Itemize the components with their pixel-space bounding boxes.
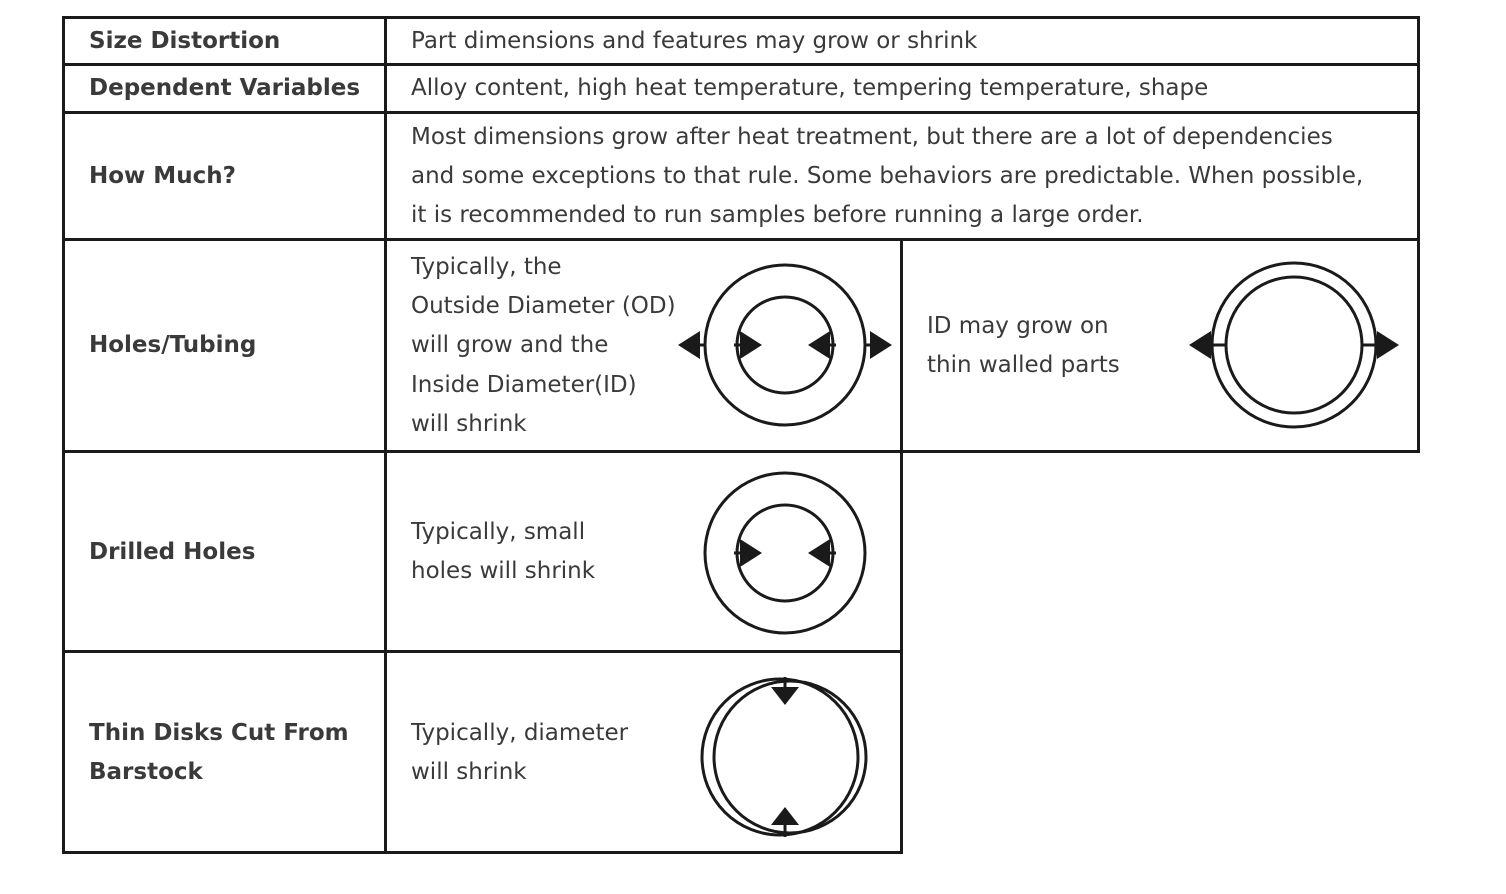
thin-disks-line-1: Typically, diameter <box>411 720 629 746</box>
small-hole-shrink-diagram-icon <box>670 463 900 643</box>
row-label-thin-disks-line-2: Barstock <box>89 759 203 785</box>
table-border-bottom <box>63 851 903 854</box>
row-text-how-much-line-1: Most dimensions grow after heat treatment, but there are a lot of dependencies <box>411 124 1333 150</box>
row-divider-4 <box>63 450 1420 453</box>
holes-tubing-left-line-5: will shrink <box>411 411 527 437</box>
disk-diameter-shrink-diagram-icon <box>670 667 900 847</box>
holes-tubing-left-line-2: Outside Diameter (OD) <box>411 293 676 319</box>
row-label-holes-tubing: Holes/Tubing <box>89 332 257 358</box>
row-text-how-much-line-2: and some exceptions to that rule. Some behaviors are predictable. When possible, <box>411 163 1364 189</box>
drilled-holes-line-1: Typically, small <box>411 519 586 545</box>
table-border-right <box>1417 16 1420 453</box>
row-label-how-much: How Much? <box>89 163 236 189</box>
row-label-thin-disks-line-1: Thin Disks Cut From <box>89 720 349 746</box>
row-text-how-much-line-3: it is recommended to run samples before running a large order. <box>411 202 1144 228</box>
thin-disks-line-2: will shrink <box>411 759 527 785</box>
row-divider-1 <box>63 63 1420 66</box>
row-label-drilled-holes: Drilled Holes <box>89 539 256 565</box>
row-label-size-distortion: Size Distortion <box>89 28 281 54</box>
row-divider-2 <box>63 111 1420 114</box>
thin-wall-id-grow-diagram-icon <box>1179 255 1409 435</box>
content-column-divider <box>900 238 903 854</box>
table-border-top <box>63 16 1420 19</box>
holes-tubing-right-line-1: ID may grow on <box>927 313 1109 339</box>
drilled-holes-line-2: holes will shrink <box>411 558 596 584</box>
row-divider-3 <box>63 238 1420 241</box>
label-column-divider <box>384 16 387 854</box>
table-border-left <box>62 16 65 854</box>
holes-tubing-right-line-2: thin walled parts <box>927 352 1120 378</box>
row-divider-5 <box>63 650 903 653</box>
od-grow-id-shrink-diagram-icon <box>670 255 900 435</box>
holes-tubing-left-line-1: Typically, the <box>411 254 562 280</box>
row-text-size-distortion: Part dimensions and features may grow or shrink <box>411 28 978 54</box>
row-label-dependent-variables: Dependent Variables <box>89 75 361 101</box>
holes-tubing-left-line-3: will grow and the <box>411 332 609 358</box>
holes-tubing-left-line-4: Inside Diameter(ID) <box>411 372 637 398</box>
row-text-dependent-variables: Alloy content, high heat temperature, tempering temperature, shape <box>411 75 1209 101</box>
